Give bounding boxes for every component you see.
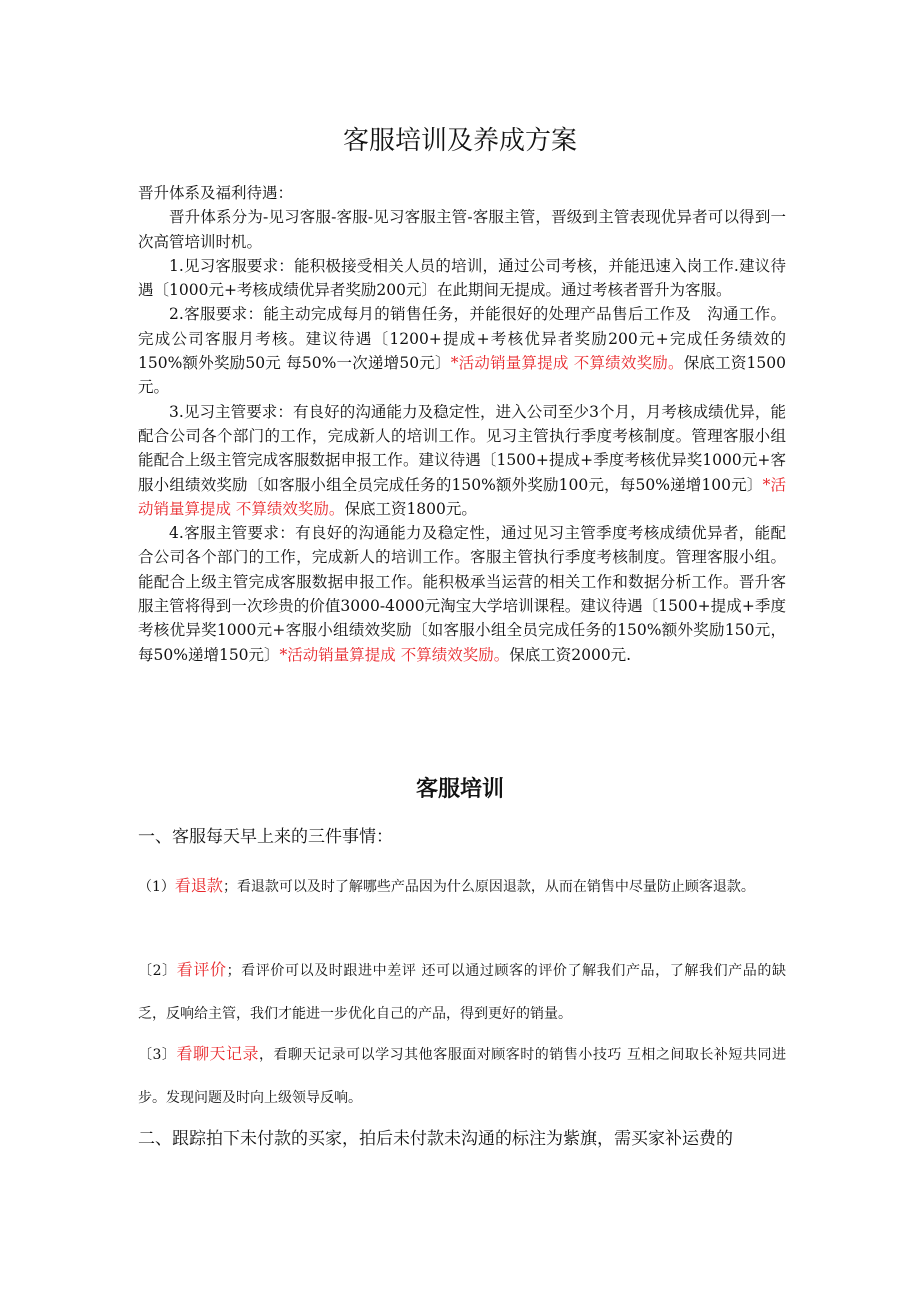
item-number: 〔2〕 xyxy=(138,963,177,979)
item-separator: ； xyxy=(226,963,241,979)
item-text: 看退款可以及时了解哪些产品因为什么原因退款，从而在销售中尽量防止顾客退款。 xyxy=(236,879,755,895)
training-item xyxy=(138,948,786,1036)
item-label: 看聊天记录 xyxy=(176,1044,260,1063)
level2-paragraph xyxy=(138,302,786,399)
item-text: 看评价可以及时跟进中差评 还可以通过顾客的评价了解我们产品，了解我们产品的缺乏，反响给主管，我们才能进一步优化自己的产品，得到更好的销量。 xyxy=(138,963,786,1022)
level2-note: *活动销量算提成 不算绩效奖励。 xyxy=(450,354,684,373)
item-number: （1） xyxy=(138,879,175,895)
item-number: 〔3〕 xyxy=(138,1047,177,1063)
promotion-heading: 晋升体系及福利待遇： xyxy=(138,184,294,202)
level4-base-salary: 保底工资2000元. xyxy=(509,645,632,664)
level1-paragraph: 1.见习客服要求：能积极接受相关人员的培训，通过公司考核，并能迅速入岗工作.建议待遇〔1000元+考核成绩优异者奖励200元〕在此期间无提成。通过考核者晋升为客服。 xyxy=(138,256,786,300)
level4-paragraph xyxy=(138,521,786,667)
training-item xyxy=(138,1032,786,1120)
section2-heading: 二、跟踪拍下未付款的买家，拍后未付款未沟通的标注为紫旗，需买家补运费的 xyxy=(138,1129,733,1149)
promotion-section xyxy=(138,181,786,667)
level3-paragraph xyxy=(138,400,786,521)
promotion-intro: 晋升体系分为-见习客服-客服-见习客服主管-客服主管，晋级到主管表现优异者可以得到一次高管培训时机。 xyxy=(138,208,786,251)
item-label: 看评价 xyxy=(176,960,227,979)
training-item xyxy=(138,864,786,909)
item-separator: ； xyxy=(222,879,237,895)
section1-heading: 一、客服每天早上来的三件事情： xyxy=(138,827,393,847)
level4-note: *活动销量算提成 不算绩效奖励。 xyxy=(279,645,510,664)
training-heading: 客服培训 xyxy=(415,777,504,802)
level3-base-salary: 保底工资1800元。 xyxy=(344,499,477,518)
item-label: 看退款 xyxy=(174,876,223,895)
item-separator: ， xyxy=(259,1047,274,1063)
document-title: 客服培训及养成方案 xyxy=(342,126,577,156)
level4-text: 4.客服主管要求：有良好的沟通能力及稳定性，通过见习主管季度考核成绩优异者，能配合公司各个部门的工作，完成新人的培训工作。客服主管执行季度考核制度。管理客服小组。能配合上级主管完成客服数据申报工作。能积极承当运营的相关工作和数据分析工作。晋升客服主管将得到一次珍贵的价值3000-4000元淘宝大学培训课程。建议待遇〔1500+提成+季度考核优异奖1000元+客服小组绩效奖励〔如客服小组全员完成任务的150%额外奖励150元，每50%递增150元〕 xyxy=(138,524,786,664)
level3-note: *活动销量算提成 不算绩效奖励。 xyxy=(138,475,786,518)
level2-base-salary: 保底工资1500元。 xyxy=(138,354,787,397)
item-text: 看聊天记录可以学习其他客服面对顾客时的销售小技巧 互相之间取长补短共同进步。发现问题及时向上级领导反响。 xyxy=(138,1047,786,1106)
level2-text: 2.客服要求：能主动完成每月的销售任务，并能很好的处理产品售后工作及 沟通工作。完成公司客服月考核。建议待遇〔1200+提成+考核优异者奖励200元+完成任务绩效的150%额外奖励50元 每50%一次递增50元〕 xyxy=(138,305,786,373)
level3-text: 3.见习主管要求：有良好的沟通能力及稳定性，进入公司至少3个月，月考核成绩优异，能配合公司各个部门的工作，完成新人的培训工作。见习主管执行季度考核制度。管理客服小组 能配合上级主管完成客服数据申报工作。建议待遇〔1500+提成+季度考核优异奖1000元+客服小组绩效奖励〔如客服小组全员完成任务的150%额外奖励100元，每50%递增100元〕 xyxy=(138,402,786,494)
